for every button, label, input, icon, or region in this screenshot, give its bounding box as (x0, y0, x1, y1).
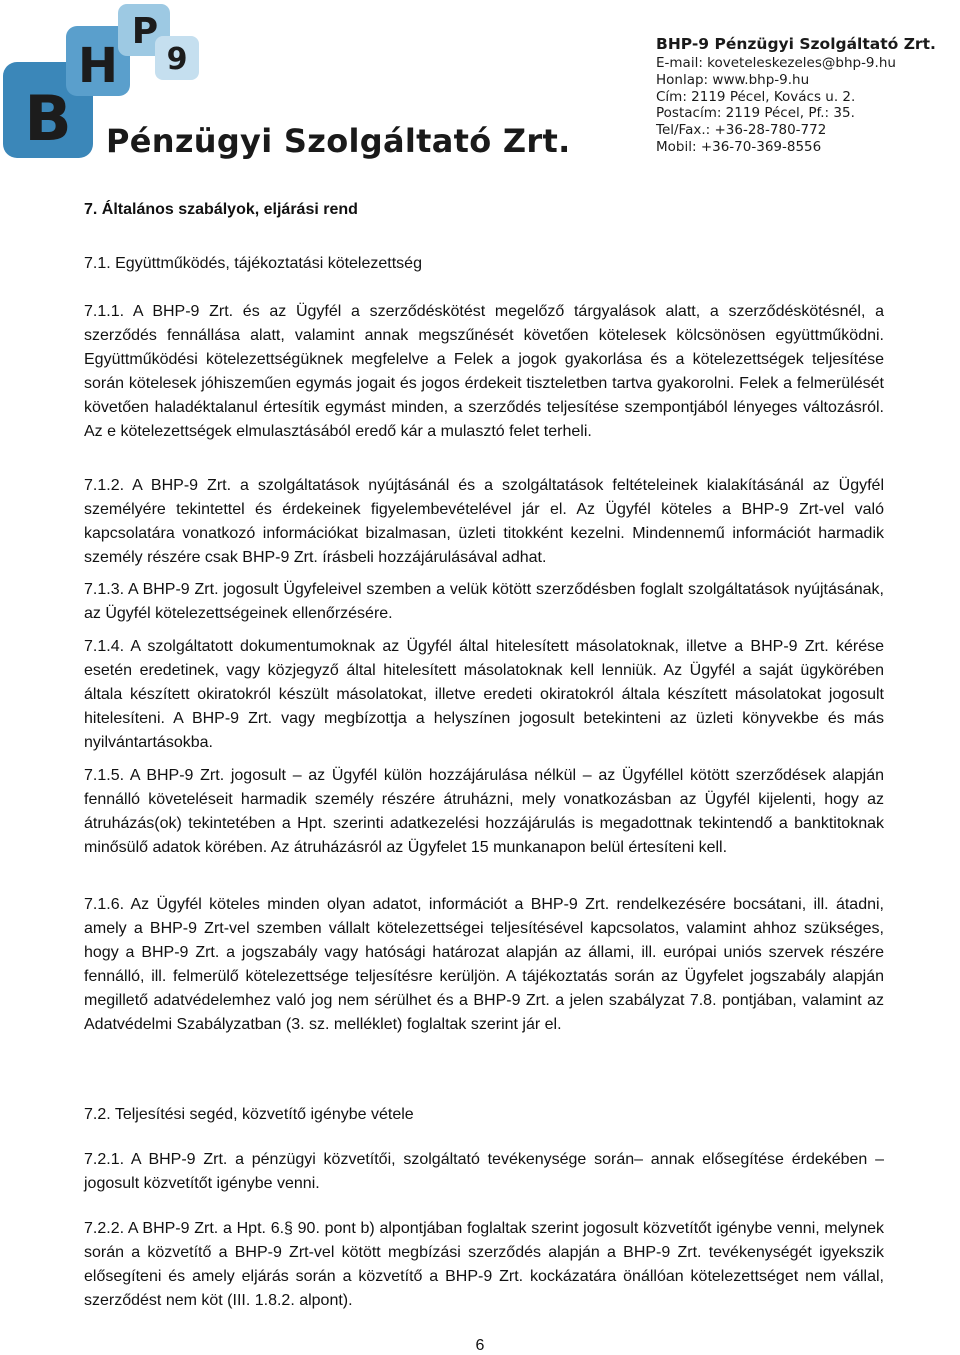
logo-letter-b: B (24, 82, 72, 155)
paragraph-7-1-6: 7.1.6. Az Ügyfél köteles minden olyan adatot, információt a BHP-9 Zrt. rendelkezésére bocsátani, ill. átadni, amely a BHP-9 Zrt-vel szemben vállalt kötelezettségei teljesítésével kapcsolatos, valamint ahhoz szükséges, hogy a BHP-9 Zrt. a jogszabály vagy hatósági határozat alapján az állami, ill. európai uniós szervek részére fennálló, ill. felmerülő kötelezettsége teljesítésre kerüljön. A tájékoztatás során az Ügyfelet jogszabály alapján megillető adatvédelemhez való jog nem sérülhet és a BHP-9 Zrt. a jelen szabályzat 7.8. pontjában, valamint az Adatvédelmi Szabályzatban (3. sz. melléklet) foglaltak szerint jár el. (84, 896, 884, 1033)
paragraph-7-1-3: 7.1.3. A BHP-9 Zrt. jogosult Ügyfeleivel szemben a velük kötött szerződésben foglalt szolgáltatások nyújtásának, az Ügyfél kötelezettségeinek ellenőrzésére. (84, 581, 884, 622)
paragraph-7-1-2: 7.1.2. A BHP-9 Zrt. a szolgáltatások nyújtásánál és a szolgáltatások feltételeinek kialakításánál az Ügyfél személyére tekintettel és érdekeinek figyelembevételével jár el. Az Ügyfél köteles a BHP-9 Zrt-vel való kapcsolatára vonatkozó információkat bizalmasan, üzleti titokként kezelni. Mindennemű információt harmadik személy részére csak BHP-9 Zrt. írásbeli hozzájárulásával adhat. (84, 477, 884, 566)
logo-letter-9: 9 (166, 42, 188, 77)
contact-address: Cím: 2119 Pécel, Kovács u. 2. (656, 88, 856, 105)
logo-subtitle: Pénzügyi Szolgáltató Zrt. (106, 122, 571, 160)
page-number: 6 (475, 1337, 485, 1354)
paragraph-7-2-1: 7.2.1. A BHP-9 Zrt. a pénzügyi közvetítői, szolgáltató tevékenysége során– annak elősegítése érdekében – jogosult közvetítőt igénybe venni. (84, 1151, 884, 1192)
section-title: 7. Általános szabályok, eljárási rend (84, 201, 358, 218)
subsection-title-7-2: 7.2. Teljesítési segéd, közvetítő igénybe vétele (84, 1106, 414, 1123)
paragraph-7-2-2: 7.2.2. A BHP-9 Zrt. a Hpt. 6.§ 90. pont b) alpontjában foglaltak szerint jogosult közvetítőt igénybe venni, melynek során a közvetítő a BHP-9 Zrt-vel kötött megbízási szerződés alapján a BHP-9 Zrt. tevékenységét igyekszik elősegíteni és amely eljárás során a közvetítő a BHP-9 Zrt. kockázatára önállóan kötelezettséget nem vállal, szerződést nem köt (III. 1.8.2. alpont). (84, 1220, 884, 1309)
contact-postal-address: Postacím: 2119 Pécel, Pf.: 35. (656, 105, 855, 122)
contact-company: BHP-9 Pénzügyi Szolgáltató Zrt. (656, 35, 936, 53)
contact-email: E-mail: koveteleskezeles@bhp-9.hu (656, 55, 896, 71)
paragraph-7-1-5: 7.1.5. A BHP-9 Zrt. jogosult – az Ügyfél külön hozzájárulása nélkül – az Ügyféllel kötött szerződések alapján fennálló követeléseit harmadik személy részére átruházni, mely vonatkozásban az Ügyfél kijelenti, hogy az átruházás(ok) tekintetében a Hpt. szerinti adatkezelési hozzájárulás is megadottnak tekintendő a banktitoknak minősülő adatok körében. Az átruházásról az Ügyfelet 15 munkanapon belül értesíteni kell. (84, 767, 884, 856)
logo-letter-p: P (131, 11, 159, 52)
contact-telfax: Tel/Fax.: +36-28-780-772 (656, 122, 827, 139)
logo-letter-h: H (77, 38, 119, 94)
contact-mobile: Mobil: +36-70-369-8556 (656, 138, 822, 155)
contact-block (656, 34, 956, 156)
paragraph-7-1-1: 7.1.1. A BHP-9 Zrt. és az Ügyfél a szerződéskötést megelőző tárgyalások alatt, a szerződéskötésnél, a szerződés fennállása alatt, valamint annak megszűnését követően kötelesek kölcsönösen együttműködni. Együttműködési kötelezettségüknek megfelelve a Felek a jogok gyakorlása és a kötelezettségek teljesítése során kötelesek jóhiszeműen egymás jogait és jogos érdekeit tiszteletben tartva gyakorolni. Felek a felmerülését követően haladéktalanul értesítik egymást minden, a szerződés teljesítése szempontjából lényeges változásról. Az e kötelezettségek elmulasztásából eredő kár a mulasztó felet terheli. (84, 303, 884, 440)
contact-website: Honlap: www.bhp-9.hu (656, 71, 810, 88)
subsection-title-7-1: 7.1. Együttműködés, tájékoztatási kötelezettség (84, 255, 422, 272)
paragraph-7-1-4: 7.1.4. A szolgáltatott dokumentumoknak az Ügyfél által hitelesített másolatoknak, illetve a BHP-9 Zrt. kérése esetén eredetinek, vagy közjegyző által hitelesített másolatoknak kell lenniük. Az Ügyfél a saját ügykörében általa készített okiratokról készült másolatokat, illetve eredeti okiratokról általa készített másolatokat jogosult hitelesíteni. A BHP-9 Zrt. vagy megbízottja a helyszínen jogosult betekinteni az üzleti könyvekbe és más nyilvántartásokba. (84, 638, 884, 751)
company-logo (0, 0, 571, 175)
